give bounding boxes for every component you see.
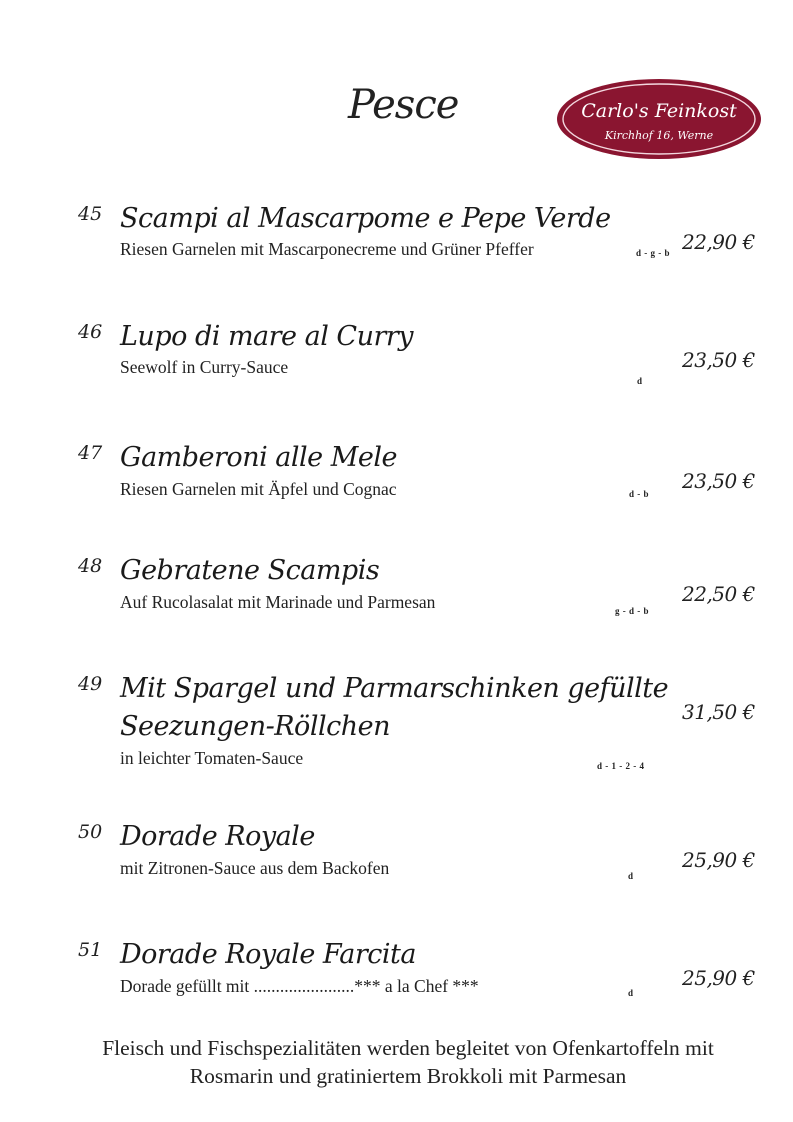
footer-note	[40, 1034, 776, 1090]
item-price: 22,50 €	[682, 582, 755, 606]
item-price: 23,50 €	[682, 469, 755, 493]
item-price: 31,50 €	[682, 700, 755, 724]
item-number: 50	[78, 821, 103, 843]
item-allergens: g - d - b	[615, 606, 650, 616]
page-title: Pesce	[348, 82, 459, 128]
item-number: 49	[78, 673, 103, 695]
restaurant-logo	[556, 78, 762, 160]
footer-line: Fleisch und Fischspezialitäten werden begleitet von Ofenkartoffeln mit	[102, 1036, 714, 1060]
item-allergens: d - 1 - 2 - 4	[597, 761, 645, 771]
item-price: 22,90 €	[682, 230, 755, 254]
logo-name: Carlo's Feinkost	[581, 100, 737, 122]
footer-line: Rosmarin und gratiniertem Brokkoli mit Parmesan	[189, 1064, 627, 1088]
item-description: Dorade gefüllt mit .......................*** a la Chef ***	[120, 976, 479, 996]
item-allergens: d	[628, 871, 634, 881]
item-description: Auf Rucolasalat mit Marinade und Parmesan	[120, 592, 436, 612]
item-description: Riesen Garnelen mit Äpfel und Cognac	[120, 479, 397, 499]
item-number: 45	[78, 203, 103, 225]
item-name: Lupo di mare al Curry	[120, 321, 414, 352]
item-price: 25,90 €	[682, 966, 755, 990]
item-allergens: d	[637, 376, 643, 386]
logo-address: Kirchhof 16, Werne	[604, 129, 714, 142]
item-price: 25,90 €	[682, 848, 755, 872]
item-name-line2: Seezungen-Röllchen	[120, 711, 390, 742]
item-name: Dorade Royale Farcita	[120, 939, 416, 970]
item-number: 46	[78, 321, 103, 343]
item-name: Scampi al Mascarpome e Pepe Verde	[120, 203, 611, 234]
item-allergens: d - b	[629, 489, 650, 499]
item-description: Seewolf in Curry-Sauce	[120, 357, 289, 377]
item-allergens: d	[628, 988, 634, 998]
item-name: Mit Spargel und Parmarschinken gefüllte	[120, 673, 669, 704]
item-number: 47	[78, 442, 103, 464]
item-description: mit Zitronen-Sauce aus dem Backofen	[120, 858, 390, 878]
item-number: 51	[78, 939, 103, 961]
item-name: Gebratene Scampis	[120, 555, 380, 586]
item-name: Gamberoni alle Mele	[120, 442, 397, 473]
item-number: 48	[78, 555, 103, 577]
item-description: Riesen Garnelen mit Mascarponecreme und Grüner Pfeffer	[120, 239, 534, 259]
item-allergens: d - g - b	[636, 248, 671, 258]
item-name: Dorade Royale	[120, 821, 315, 852]
item-description: in leichter Tomaten-Sauce	[120, 748, 304, 768]
item-price: 23,50 €	[682, 348, 755, 372]
